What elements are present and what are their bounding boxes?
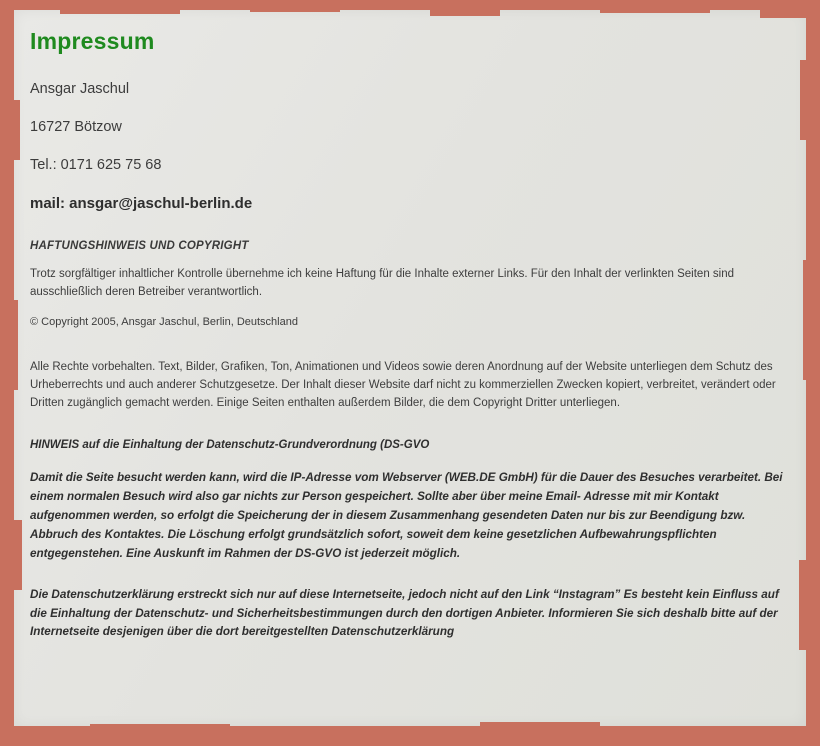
torn-edge-right-3 xyxy=(803,260,820,380)
torn-edge-right-4 xyxy=(799,560,820,650)
torn-edge-bottom-5 xyxy=(680,726,770,746)
impressum-content xyxy=(30,28,790,664)
address-line-phone: Tel.: 0171 625 75 68 xyxy=(30,157,162,173)
torn-edge-top-2 xyxy=(60,0,180,14)
torn-edge-right-2 xyxy=(800,60,820,140)
torn-edge-bottom-2 xyxy=(90,724,230,746)
address-line-city: 16727 Bötzow xyxy=(30,119,122,135)
torn-edge-left-3 xyxy=(0,300,18,390)
rights-reserved-text: Alle Rechte vorbehalten. Text, Bilder, Grafiken, Ton, Animationen und Videos sowie deren Anordnung auf der Website unterliegen dem Schutz des Urheberrechts und auch anderer Schutzgesetze. Der Inhalt dieser Website darf nicht zu kommerziellen Zwecken kopiert, verbreitet, verändert oder Dritten zugänglich gemacht werden. Einige Seiten enthalten außerdem Bilder, die dem Copyright Dritter unterliegen. xyxy=(30,360,776,410)
email-line: mail: ansgar@jaschul-berlin.de xyxy=(30,195,253,212)
dsgvo-heading: HINWEIS auf die Einhaltung der Datenschutz-Grundverordnung (DS-GVO xyxy=(30,438,430,451)
page-title: Impressum xyxy=(30,28,155,54)
torn-edge-top-5 xyxy=(600,0,710,13)
torn-edge-left-4 xyxy=(0,520,22,590)
copyright-notice: © Copyright 2005, Ansgar Jaschul, Berlin, Deutschland xyxy=(30,315,298,328)
paper-sheet xyxy=(14,10,806,726)
liability-heading: HAFTUNGSHINWEIS UND COPYRIGHT xyxy=(30,240,249,252)
torn-edge-top-4 xyxy=(430,0,500,16)
liability-text: Trotz sorgfältiger inhaltlicher Kontrolle übernehme ich keine Haftung für die Inhalte externer Links. Für den Inhalt der verlinkten Seiten sind ausschließlich deren Betreiber verantwortlich. xyxy=(30,268,735,298)
address-line-name: Ansgar Jaschul xyxy=(30,81,130,97)
torn-edge-bottom-4 xyxy=(480,722,600,746)
dsgvo-paragraph-1: Damit die Seite besucht werden kann, wird die IP-Adresse vom Webserver (WEB.DE GmbH) für die Dauer des Besuches verarbeitet. Bei einem normalen Besuch wird also gar nichts zur Person gespeichert. Sollte aber über meine Email- Adresse mit mir Kontakt aufgenommen werden, so erfolgt die Speicherung der in diesem Zusammenhang gesendeten Daten nur bis zur Beendigung bzw. Abbruch des Kontaktes. Die Löschung erfolgt grundsätzlich sofort, soweit dem keine gesetzlichen Aufbewahrungspflichten entgegenstehen. Eine Auskunft im Rahmen der DS-GVO ist jederzeit möglich. xyxy=(30,470,783,560)
torn-edge-left-2 xyxy=(0,100,20,160)
torn-edge-top-3 xyxy=(250,0,340,12)
torn-edge-bottom-3 xyxy=(300,727,400,746)
dsgvo-paragraph-2: Die Datenschutzerklärung erstreckt sich nur auf diese Internetseite, jedoch nicht auf den Link “Instagram” Es besteht kein Einfluss auf die Einhaltung der Datenschutz- und Sicherheitsbestimmungen durch den dortigen Anbieter. Informieren Sie sich deshalb bitte auf der Internetseite desjenigen über die dort bereitgestellten Datenschutzerklärung xyxy=(30,587,779,639)
